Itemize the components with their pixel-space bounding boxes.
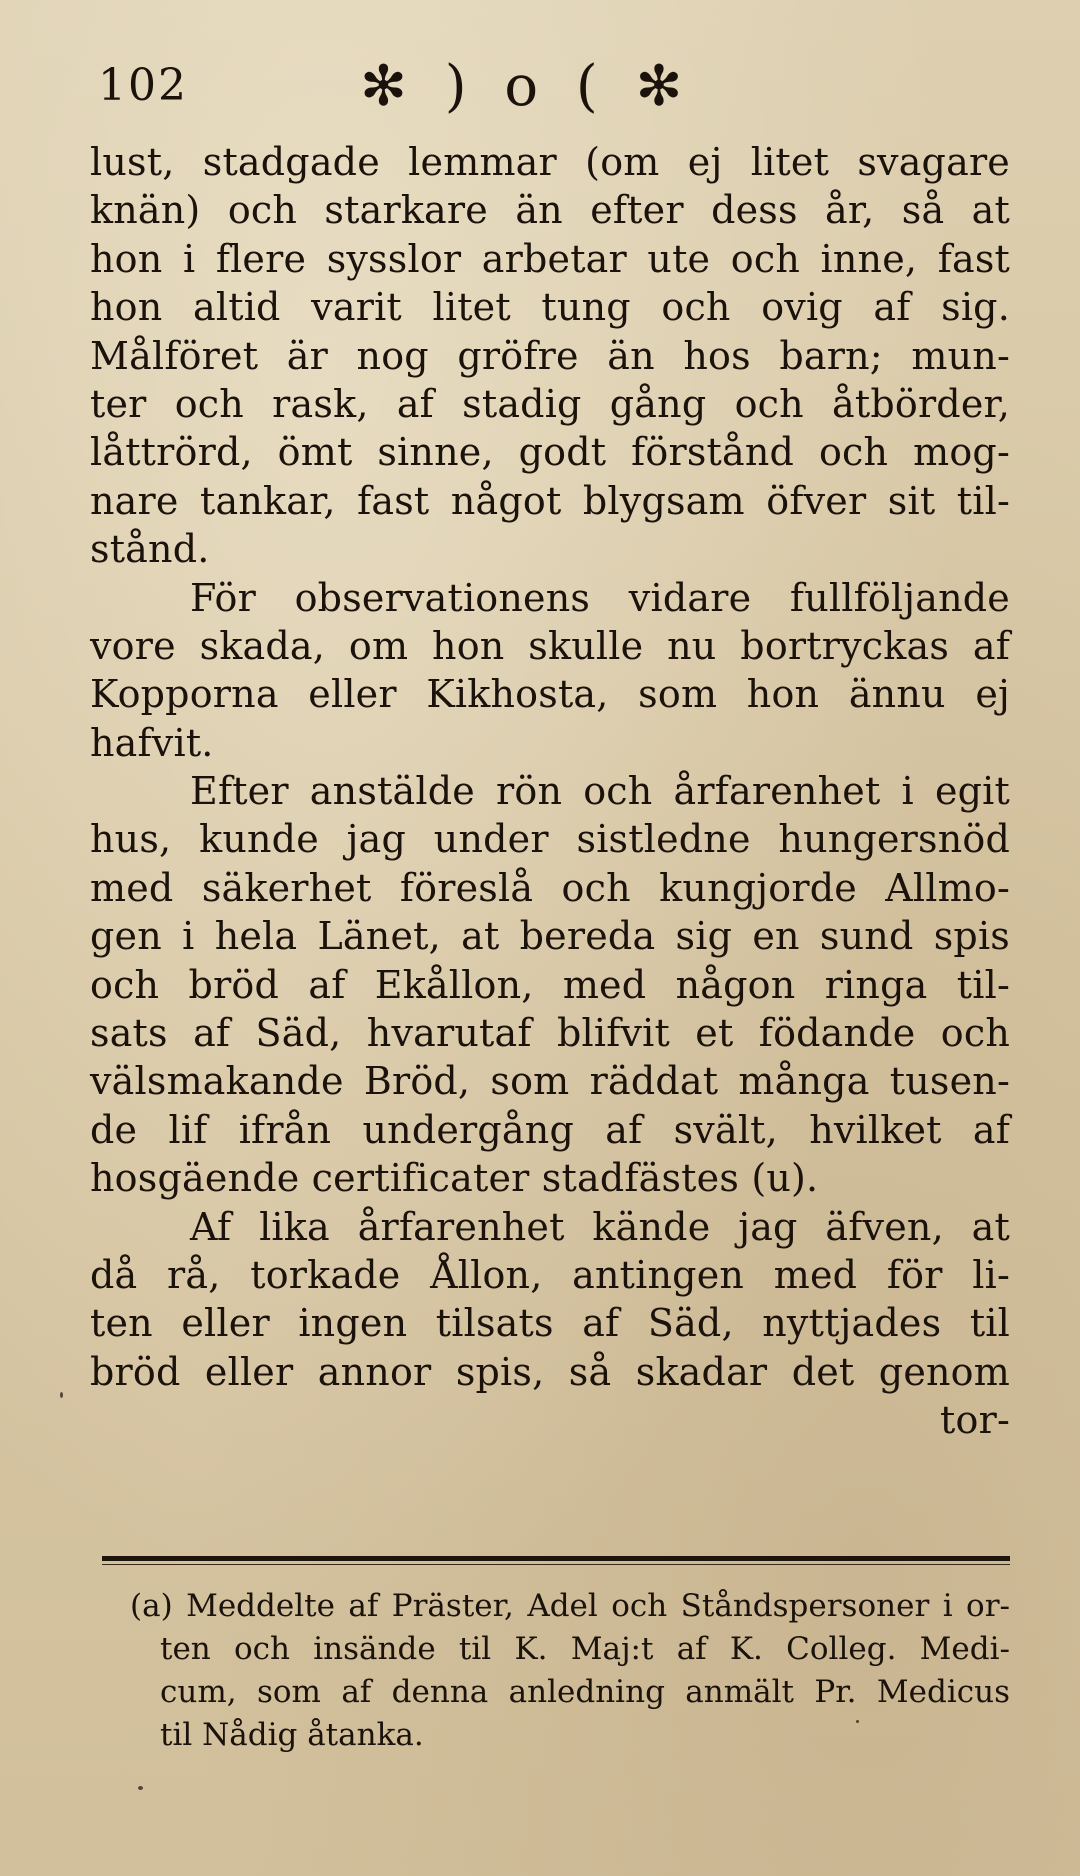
text-line: hosgäende certificater stadfästes (u). <box>90 1156 819 1201</box>
body-text <box>90 138 1010 1445</box>
footnote <box>130 1585 1010 1757</box>
text-line: och bröd af Ekållon, med någon ringa til- <box>90 962 1010 1007</box>
ink-speck <box>856 1720 859 1723</box>
text-line: låttrörd, ömt sinne, godt förstånd och mog- <box>90 430 1010 475</box>
text-line: lust, stadgade lemmar (om ej litet svagare <box>90 140 1010 184</box>
text-line: Efter anstälde rön och årfarenhet i egit <box>190 769 1010 814</box>
text-line: hus, kunde jag under sistledne hungersnöd <box>90 817 1010 862</box>
text-line: Kopporna eller Kikhosta, som hon ännu ej <box>90 672 1010 717</box>
text-line: vore skada, om hon skulle nu bortryckas af <box>90 623 1010 668</box>
text-line: Målföret är nog gröfre än hos barn; mun- <box>90 333 1010 378</box>
ink-speck <box>60 1392 63 1398</box>
footnote-line: til Nådig åtanka. <box>160 1717 424 1753</box>
catchword: tor- <box>940 1398 1010 1443</box>
text-line: ten eller ingen tilsats af Säd, nyttjades til <box>90 1301 1010 1346</box>
text-line: sats af Säd, hvarutaf blifvit et födande och <box>90 1011 1010 1056</box>
text-line: ter och rask, af stadig gång och åtbörder, <box>90 381 1010 426</box>
footnote-divider <box>102 1556 1010 1561</box>
text-line: med säkerhet föreslå och kungjorde Allmo- <box>90 865 1010 910</box>
footnote-line: (a) Meddelte af Präster, Adel och Ståndspersoner i or- <box>130 1588 1010 1624</box>
text-line: Af lika årfarenhet kände jag äfven, at <box>190 1204 1010 1249</box>
footnote-divider-thin <box>102 1564 1010 1565</box>
text-line: stånd. <box>90 527 210 572</box>
text-line: hon altid varit litet tung och ovig af sig. <box>90 285 1010 330</box>
running-head-ornament: ✻ ) o ( ✻ <box>360 54 693 119</box>
text-line: de lif ifrån undergång af svält, hvilket af <box>90 1107 1010 1152</box>
text-line: då rå, torkade Ållon, antingen med för li- <box>90 1252 1010 1297</box>
text-line: gen i hela Länet, at bereda sig en sund spis <box>90 914 1010 959</box>
text-line: hafvit. <box>90 720 214 765</box>
text-line: nare tankar, fast något blygsam öfver sit til- <box>90 478 1010 523</box>
text-line: För observationens vidare fullföljande <box>190 575 1010 620</box>
footnote-line: ten och insände til K. Maj:t af K. Colleg. Medi- <box>160 1631 1010 1667</box>
text-line: hon i flere sysslor arbetar ute och inne, fast <box>90 236 1010 281</box>
ink-speck <box>138 1786 143 1790</box>
text-line: knän) och starkare än efter dess år, så at <box>90 188 1010 233</box>
page-header <box>70 52 1010 122</box>
text-line: välsmakande Bröd, som räddat många tusen- <box>90 1059 1010 1104</box>
footnote-line: cum, som af denna anledning anmält Pr. Medicus <box>160 1674 1010 1710</box>
text-line: bröd eller annor spis, så skadar det genom <box>90 1349 1010 1394</box>
page-number: 102 <box>98 60 188 111</box>
